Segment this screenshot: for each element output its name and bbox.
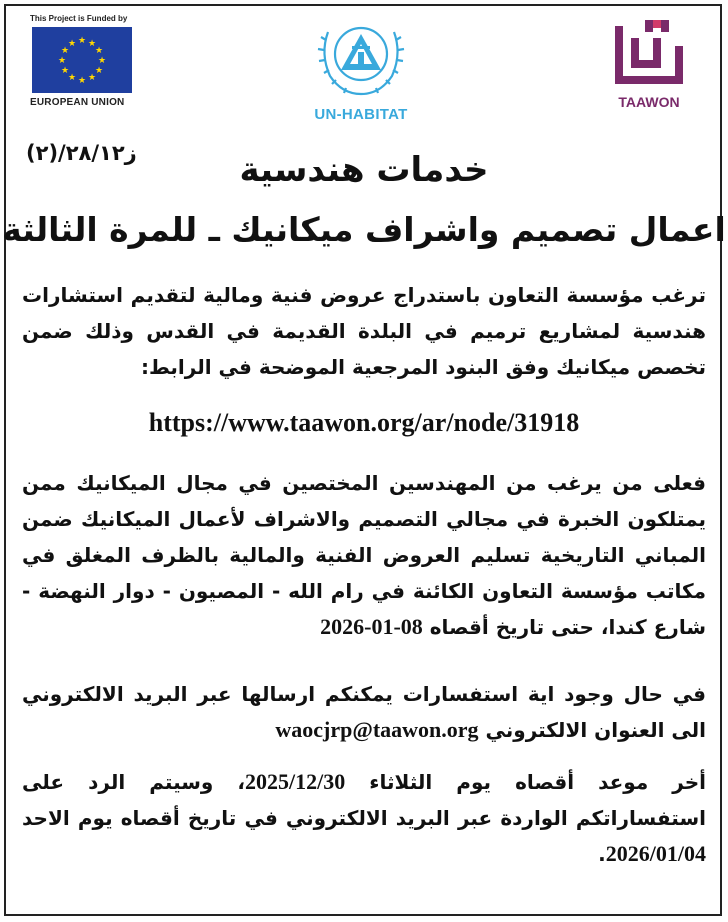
contact-email[interactable]: waocjrp@taawon.org [275, 717, 479, 742]
un-habitat-name: UN-HABITAT [314, 106, 408, 123]
svg-text:★: ★ [97, 56, 107, 66]
eu-logo [30, 14, 150, 108]
deadline-text-1: أخر موعد أقصاه يوم الثلاثاء [369, 770, 706, 794]
svg-text:★: ★ [57, 56, 67, 66]
svg-text:★: ★ [77, 36, 87, 46]
taawon-name: TAAWON [618, 94, 680, 110]
ad-title: خدمات هندسية [239, 150, 489, 190]
inquiry-paragraph [22, 676, 706, 748]
deadline-text-2: ، وسيتم الرد على استفساراتكم الواردة عبر البريد الالكتروني في تاريخ أقصاه يوم الاحد [22, 770, 706, 830]
submission-text: فعلى من يرغب من المهندسين المختصين في مجال الميكانيك ممن يمتلكون الخبرة في مجالي التصميم والاشراف لأعمال الميكانيك ضمن المباني التاريخية تسليم العروض الفنية والمالية بالظرف المغلق في مكاتب مؤسسة التعاون الكائنة في رام الله - المصيون - دوار النهضة - شارع كندا، حتى تاريخ أقصاه [22, 471, 706, 639]
eu-name-label: EUROPEAN UNION [30, 97, 125, 108]
svg-text:★: ★ [87, 39, 97, 49]
svg-text:★: ★ [60, 66, 70, 76]
taawon-emblem-icon [609, 16, 689, 88]
ad-subtitle: اعمال تصميم واشراف ميكانيك ـ للمرة الثالثة [2, 210, 726, 249]
inquiry-text: في حال وجود اية استفسارات يمكنكم ارسالها عبر البريد الالكتروني الى العنوان الالكتروني [22, 682, 706, 742]
submission-deadline: 2026-01-08 [320, 614, 423, 639]
intro-paragraph: ترغب مؤسسة التعاون باستدراج عروض فنية ومالية لتقديم استشارات هندسية لمشاريع ترميم في البلدة القديمة في القدس وذلك ضمن تخصص ميكانيك وفق البنود المرجعية الموضحة في الرابط: [22, 283, 706, 379]
reference-link[interactable]: https://www.taawon.org/ar/node/31918 [148, 408, 580, 437]
reply-date: 2026/01/04 [605, 841, 706, 866]
un-emblem-icon [306, 12, 416, 100]
eu-funded-label: This Project is Funded by [30, 14, 128, 23]
eu-flag-icon [32, 27, 132, 93]
deadline-paragraph [22, 764, 706, 872]
deadline-end: . [598, 842, 606, 866]
submission-paragraph [22, 465, 706, 645]
svg-text:★: ★ [77, 76, 87, 86]
svg-text:★: ★ [94, 46, 104, 56]
inquiry-deadline: 2025/12/30 [245, 769, 346, 794]
svg-text:★: ★ [87, 73, 97, 83]
svg-text:★: ★ [67, 39, 77, 49]
svg-text:★: ★ [67, 73, 77, 83]
un-habitat-logo [296, 12, 426, 123]
svg-text:★: ★ [94, 66, 104, 76]
reference-number: ز٢٨/١٢/(٢) [26, 141, 137, 165]
svg-text:★: ★ [60, 46, 70, 56]
taawon-logo [604, 16, 694, 110]
